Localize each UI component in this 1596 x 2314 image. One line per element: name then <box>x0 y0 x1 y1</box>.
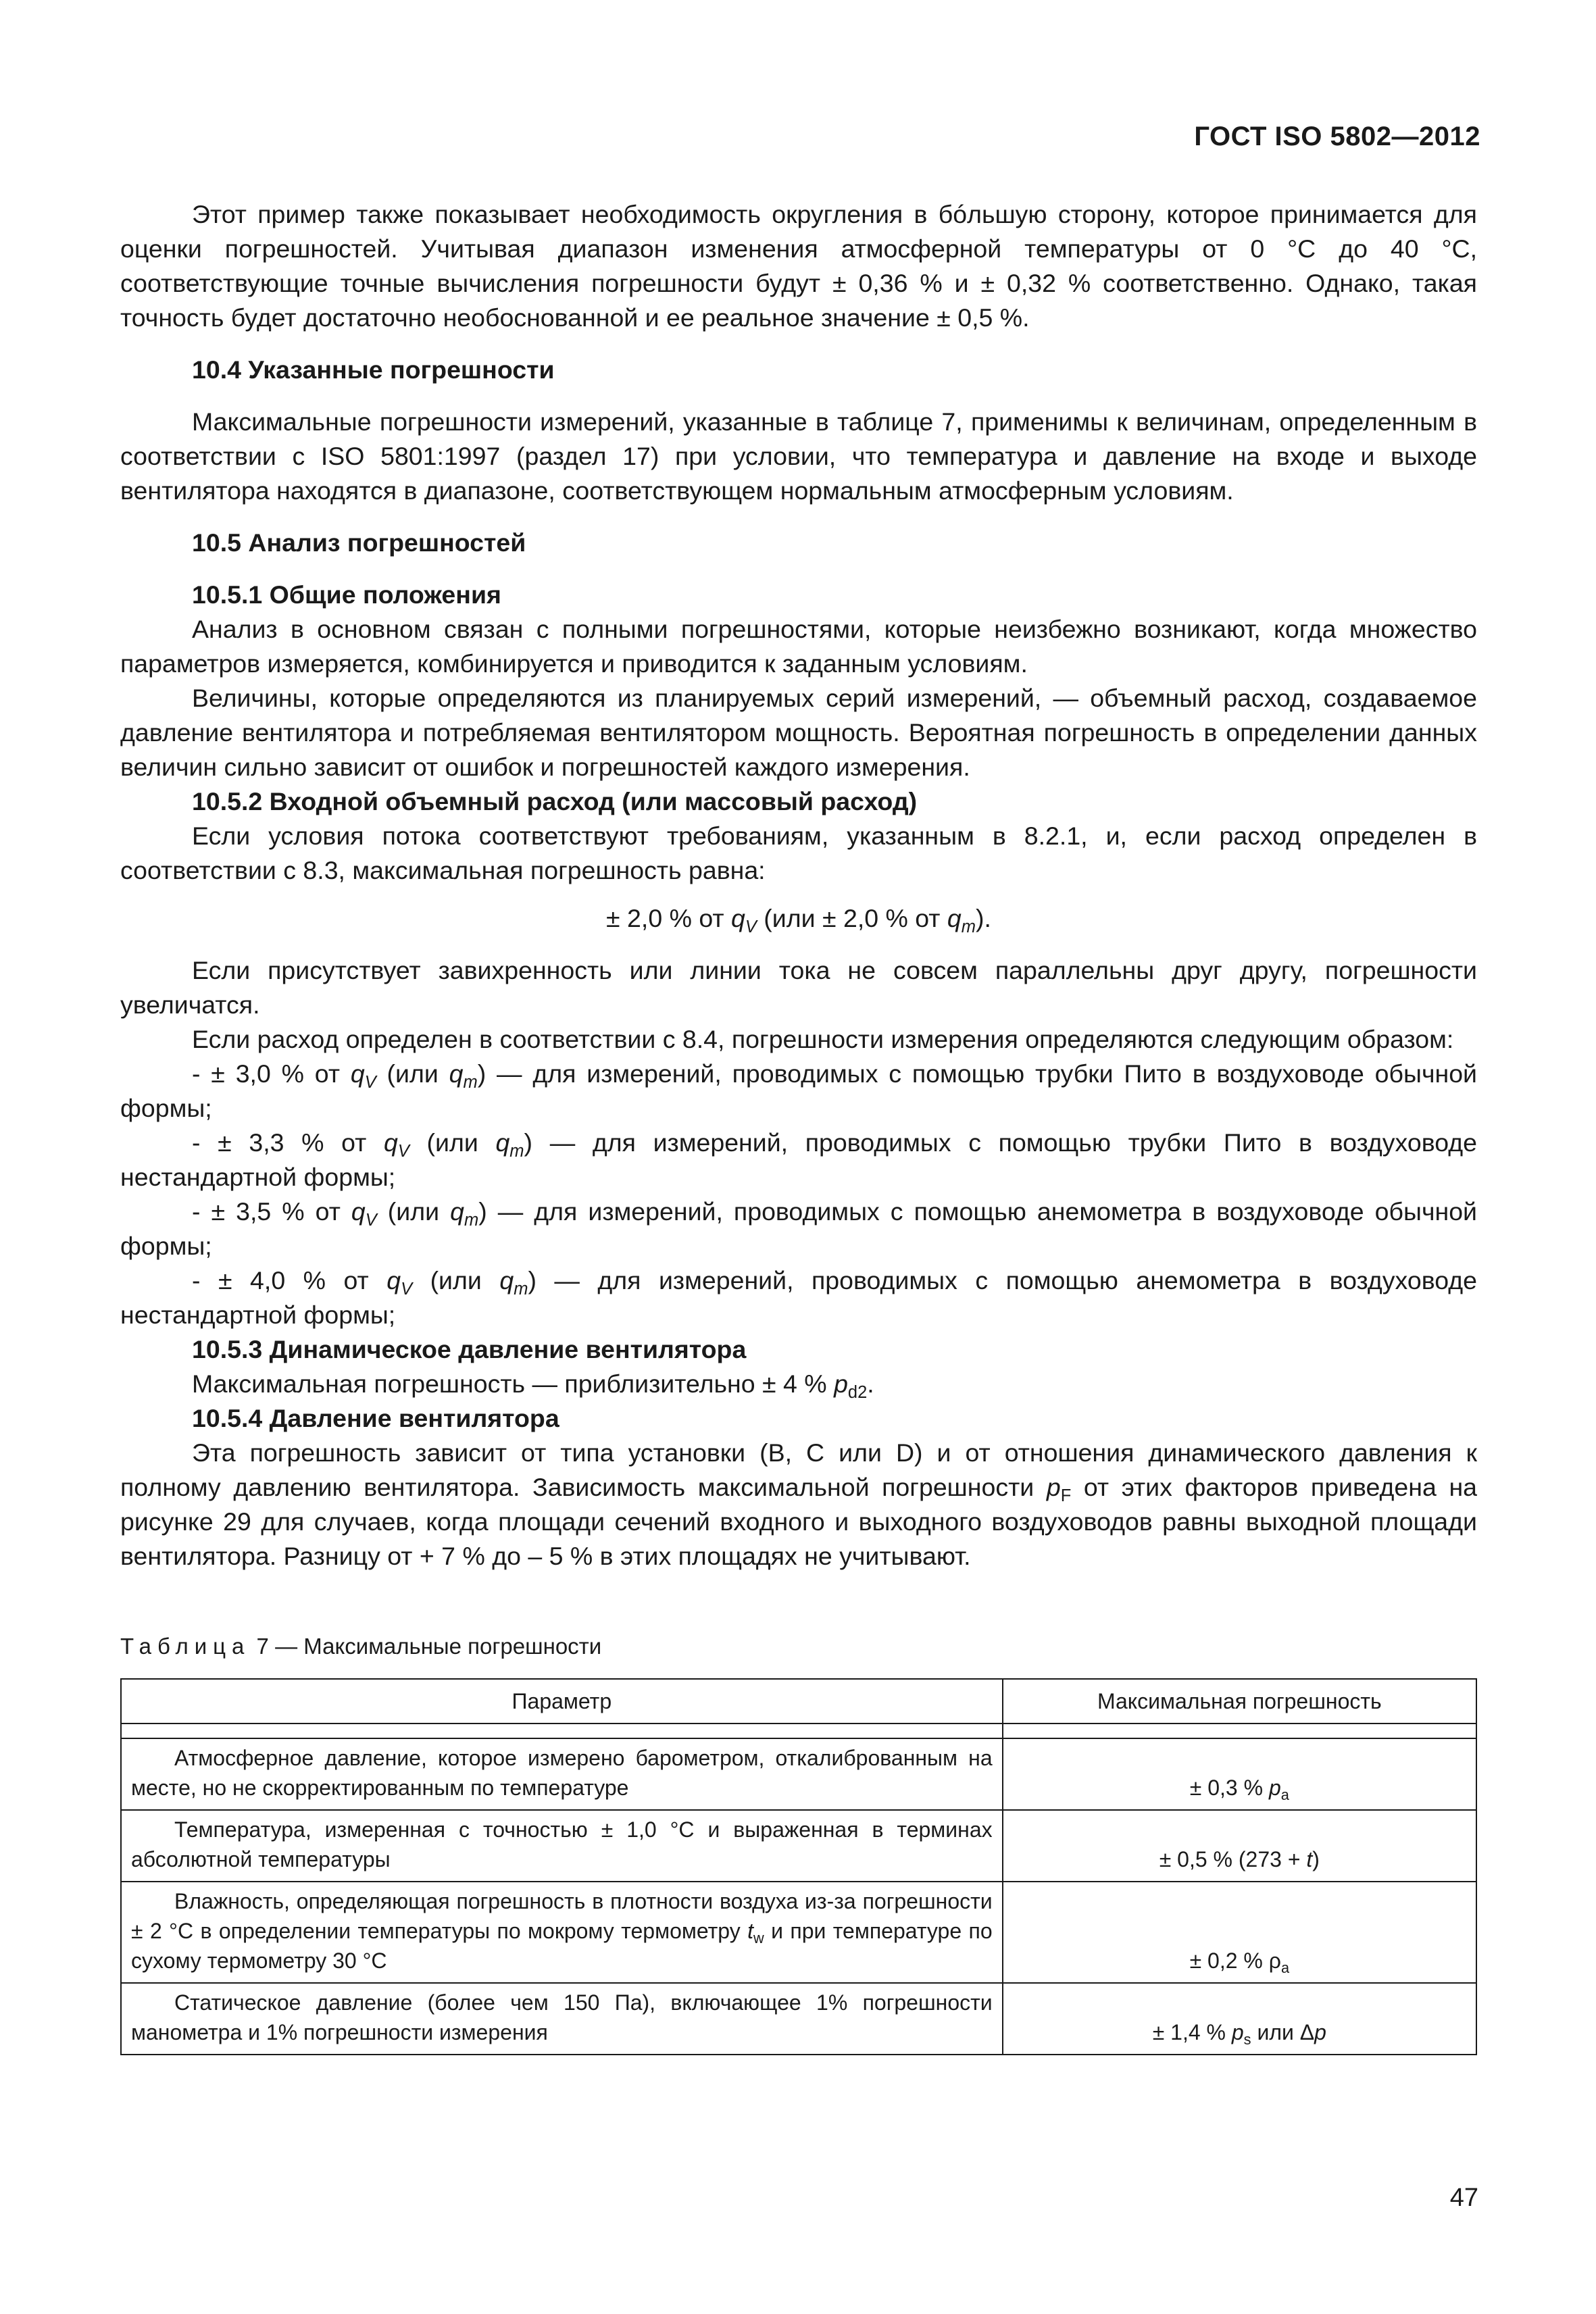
table-header-row <box>121 1679 1476 1724</box>
error-cell: ± 0,2 % $\rho_a$ <box>1003 1882 1476 1983</box>
list-item: - ± 3,3 % от $q_V$ (или $q_m$) — для измерений, проводимых с помощью трубки Пито в воздуховоде нестандартной формы; <box>120 1128 1477 1191</box>
table-row <box>121 1810 1476 1882</box>
param-cell: Статическое давление (более чем 150 Па), включающее 1% погрешности манометра и 1% погрешности измерения <box>121 1983 1003 2055</box>
heading-10-5-3: 10.5.3 Динамическое давление вентилятора <box>192 1335 747 1363</box>
list-item: - ± 3,5 % от $q_V$ (или $q_m$) — для измерений, проводимых с помощью анемометра в воздуховоде обычной формы; <box>120 1197 1478 1260</box>
column-header-parameter: Параметр <box>121 1679 1003 1724</box>
error-table <box>120 1678 1477 2055</box>
column-header-max-error: Максимальная погрешность <box>1003 1679 1476 1724</box>
main-text <box>120 197 1477 1574</box>
error-cell: ± 0,3 % $p_a$ <box>1003 1738 1476 1810</box>
paragraph-10-5-2a: Если условия потока соответствуют требованиям, указанным в 8.2.1, и, если расход определен в соответствии с 8.3, максимальная погрешность равна: <box>120 822 1477 884</box>
param-cell: Атмосферное давление, которое измерено барометром, откалиброванным на месте, но не скорректированным по температуре <box>121 1738 1003 1810</box>
param-cell: Влажность, определяющая погрешность в плотности воздуха из-за погрешности ± 2 °С в определении температуры по мокрому термометру $t_w$ и при температуре по сухому термометру 30 °С <box>121 1882 1003 1983</box>
paragraph-10-5-3: Максимальная погрешность — приблизительно ± 4 % $p_{d2}$. <box>192 1369 874 1403</box>
paragraph-10-4: Максимальные погрешности измерений, указанные в таблице 7, применимы к величинам, определенным в соответствии с ISO 5801:1997 (раздел 17) при условии, что температура и давление на входе и выходе вентилятора находятся в диапазоне, соответствующем нормальным атмосферным условиям. <box>120 407 1477 505</box>
paragraph-10-5-1b: Величины, которые определяются из планируемых серий измерений, — объемный расход, создаваемое давление вентилятора и потребляемая вентилятором мощность. Вероятная погрешность в определении данных величин сильно зависит от ошибок и погрешностей каждого измерения. <box>120 684 1477 781</box>
heading-10-5: 10.5 Анализ погрешностей <box>192 528 526 557</box>
list-item: - ± 4,0 % от $q_V$ (или $q_m$) — для измерений, проводимых с помощью анемометра в воздуховоде нестандартной формы; <box>120 1266 1477 1329</box>
table-caption: Таблица 7 — Максимальные погрешности <box>120 1634 602 1659</box>
paragraph-10-5-1a: Анализ в основном связан с полными погрешностями, которые неизбежно возникают, когда множество параметров измеряется, комбинируется и приводится к заданным условиям. <box>120 615 1477 678</box>
formula-flow-error: ± 2,0 % от $q_V$ (или ± 2,0 % от $q_m$). <box>606 904 991 937</box>
table-row <box>121 1738 1476 1810</box>
heading-10-5-2: 10.5.2 Входной объемный расход (или массовый расход) <box>192 787 918 815</box>
list-item: - ± 3,0 % от $q_V$ (или $q_m$) — для измерений, проводимых с помощью трубки Пито в воздуховоде обычной формы; <box>120 1059 1478 1122</box>
standard-header: ГОСТ ISO 5802—2012 <box>1194 122 1480 151</box>
paragraph-10-5-4: Эта погрешность зависит от типа установки (В, С или D) и от отношения динамического давления к полному давлению вентилятора. Зависимость максимальной погрешности $p_F$ от этих факторов приведена на рисунке 29 для случаев, когда площади сечений входного и выходного воздуховодов равны выходной площади вентилятора. Разницу от + 7 % до – 5 % в этих площадях не учитывают. <box>120 1438 1478 1570</box>
heading-10-5-1: 10.5.1 Общие положения <box>192 580 501 609</box>
page-number: 47 <box>1449 2184 1478 2212</box>
heading-10-4: 10.4 Указанные погрешности <box>192 355 555 384</box>
error-cell: ± 0,5 % (273 + t) <box>1003 1810 1476 1882</box>
paragraph-intro: Этот пример также показывает необходимость округления в бóльшую сторону, которое принимается для оценки погрешностей. Учитывая диапазон изменения атмосферной температуры от 0 °С до 40 °С, соответствующие точные вычисления погрешности будут ± 0,36 % и ± 0,32 % соответственно. Однако, такая точность будет достаточно необоснованной и ее реальное значение ± 0,5 %. <box>120 200 1477 332</box>
param-cell: Температура, измеренная с точностью ± 1,0 °С и выраженная в терминах абсолютной температуры <box>121 1810 1003 1882</box>
paragraph-10-5-2b: Если присутствует завихренность или линии тока не совсем параллельны друг другу, погрешности увеличатся. <box>120 956 1477 1019</box>
table-row <box>121 1882 1476 1983</box>
table-row <box>121 1983 1476 2055</box>
paragraph-10-5-2c: Если расход определен в соответствии с 8.4, погрешности измерения определяются следующим образом: <box>192 1025 1454 1053</box>
table-spacer-row <box>121 1724 1476 1738</box>
error-cell: ± 1,4 % $p_s$ или Δp <box>1003 1983 1476 2055</box>
heading-10-5-4: 10.5.4 Давление вентилятора <box>192 1404 559 1432</box>
